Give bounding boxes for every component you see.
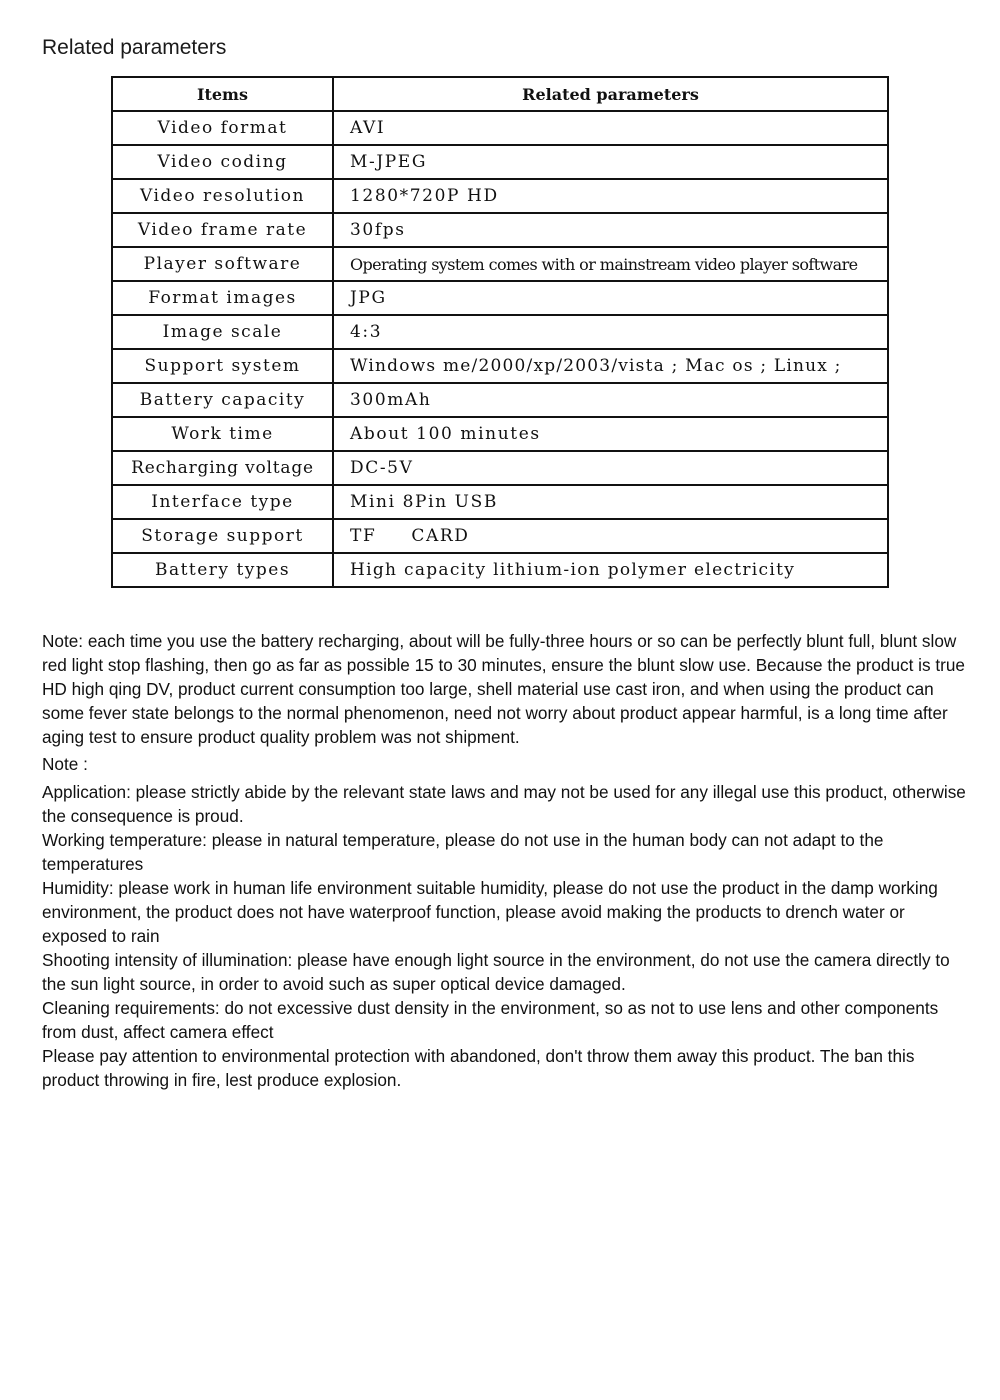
- row-item-label: Work time: [112, 417, 333, 451]
- note-working-temperature: Working temperature: please in natural temperature, please do not use in the human body can not adapt to the temperatures: [42, 830, 884, 874]
- row-item-label: Support system: [112, 349, 333, 383]
- table-row: [112, 111, 888, 145]
- table-row: [112, 553, 888, 587]
- row-item-value: High capacity lithium-ion polymer electricity: [333, 553, 888, 587]
- table-row: [112, 179, 888, 213]
- note-environmental-protection: Please pay attention to environmental protection with abandoned, don't throw them away this product. The ban this product throwing in fire, lest produce explosion.: [42, 1046, 915, 1090]
- table-header-row: [112, 77, 888, 111]
- table-row: [112, 417, 888, 451]
- row-item-value: M-JPEG: [333, 145, 888, 179]
- row-item-value: About 100 minutes: [333, 417, 888, 451]
- row-item-value: AVI: [333, 111, 888, 145]
- table-row: [112, 451, 888, 485]
- table-row: [112, 145, 888, 179]
- page-heading: Related parameters: [42, 36, 227, 59]
- table-row: [112, 315, 888, 349]
- row-item-label: Battery capacity: [112, 383, 333, 417]
- row-item-label: Storage support: [112, 519, 333, 553]
- row-item-label: Video resolution: [112, 179, 333, 213]
- row-item-value: 30fps: [333, 213, 888, 247]
- column-header-related-parameters: Related parameters: [333, 77, 888, 111]
- table-row: [112, 519, 888, 553]
- table-row: [112, 485, 888, 519]
- row-item-value: DC-5V: [333, 451, 888, 485]
- row-item-label: Image scale: [112, 315, 333, 349]
- table-row: [112, 213, 888, 247]
- row-item-value: Windows me/2000/xp/2003/vista ; Mac os ; Linux ;: [333, 349, 888, 383]
- note-illumination: Shooting intensity of illumination: please have enough light source in the environment, do not use the camera directly to the sun light source, in order to avoid such as super optical device damaged.: [42, 950, 950, 994]
- row-item-value: JPG: [333, 281, 888, 315]
- row-item-value: 1280*720P HD: [333, 179, 888, 213]
- row-item-value: Mini 8Pin USB: [333, 485, 888, 519]
- note-label: Note :: [42, 754, 88, 774]
- battery-note-paragraph: Note: each time you use the battery recharging, about will be fully-three hours or so can be perfectly blunt full, blunt slow red light stop flashing, then go as far as possible 15 to 30 minutes, ensure the blunt slow use. Because the product is true HD high qing DV, product current consumption too large, shell material use cast iron, and when using the product can some fever state belongs to the normal phenomenon, need not worry about product appear harmful, is a long time after aging test to ensure product quality problem was not shipment.: [42, 631, 965, 747]
- row-item-label: Interface type: [112, 485, 333, 519]
- column-header-items: Items: [112, 77, 333, 111]
- note-cleaning: Cleaning requirements: do not excessive dust density in the environment, so as not to use lens and other components from dust, affect camera effect: [42, 998, 939, 1042]
- row-item-label: Battery types: [112, 553, 333, 587]
- row-item-label: Video format: [112, 111, 333, 145]
- row-item-value: TF CARD: [333, 519, 888, 553]
- notes-section: [42, 629, 967, 1092]
- row-item-label: Player software: [112, 247, 333, 281]
- note-humidity: Humidity: please work in human life environment suitable humidity, please do not use the product in the damp working environment, the product does not have waterproof function, please avoid making the products to drench water or exposed to rain: [42, 878, 938, 946]
- table-row: [112, 383, 888, 417]
- row-item-label: Recharging voltage: [112, 451, 333, 485]
- note-application: Application: please strictly abide by the relevant state laws and may not be used for any illegal use this product, otherwise the consequence is proud.: [42, 782, 966, 826]
- parameters-table: [111, 76, 889, 588]
- row-item-value: 300mAh: [333, 383, 888, 417]
- table-row: [112, 349, 888, 383]
- row-item-label: Format images: [112, 281, 333, 315]
- row-item-label: Video coding: [112, 145, 333, 179]
- table-row: [112, 281, 888, 315]
- table-row: [112, 247, 888, 281]
- row-item-label: Video frame rate: [112, 213, 333, 247]
- row-item-value: 4:3: [333, 315, 888, 349]
- row-item-value: Operating system comes with or mainstream video player software: [333, 247, 888, 281]
